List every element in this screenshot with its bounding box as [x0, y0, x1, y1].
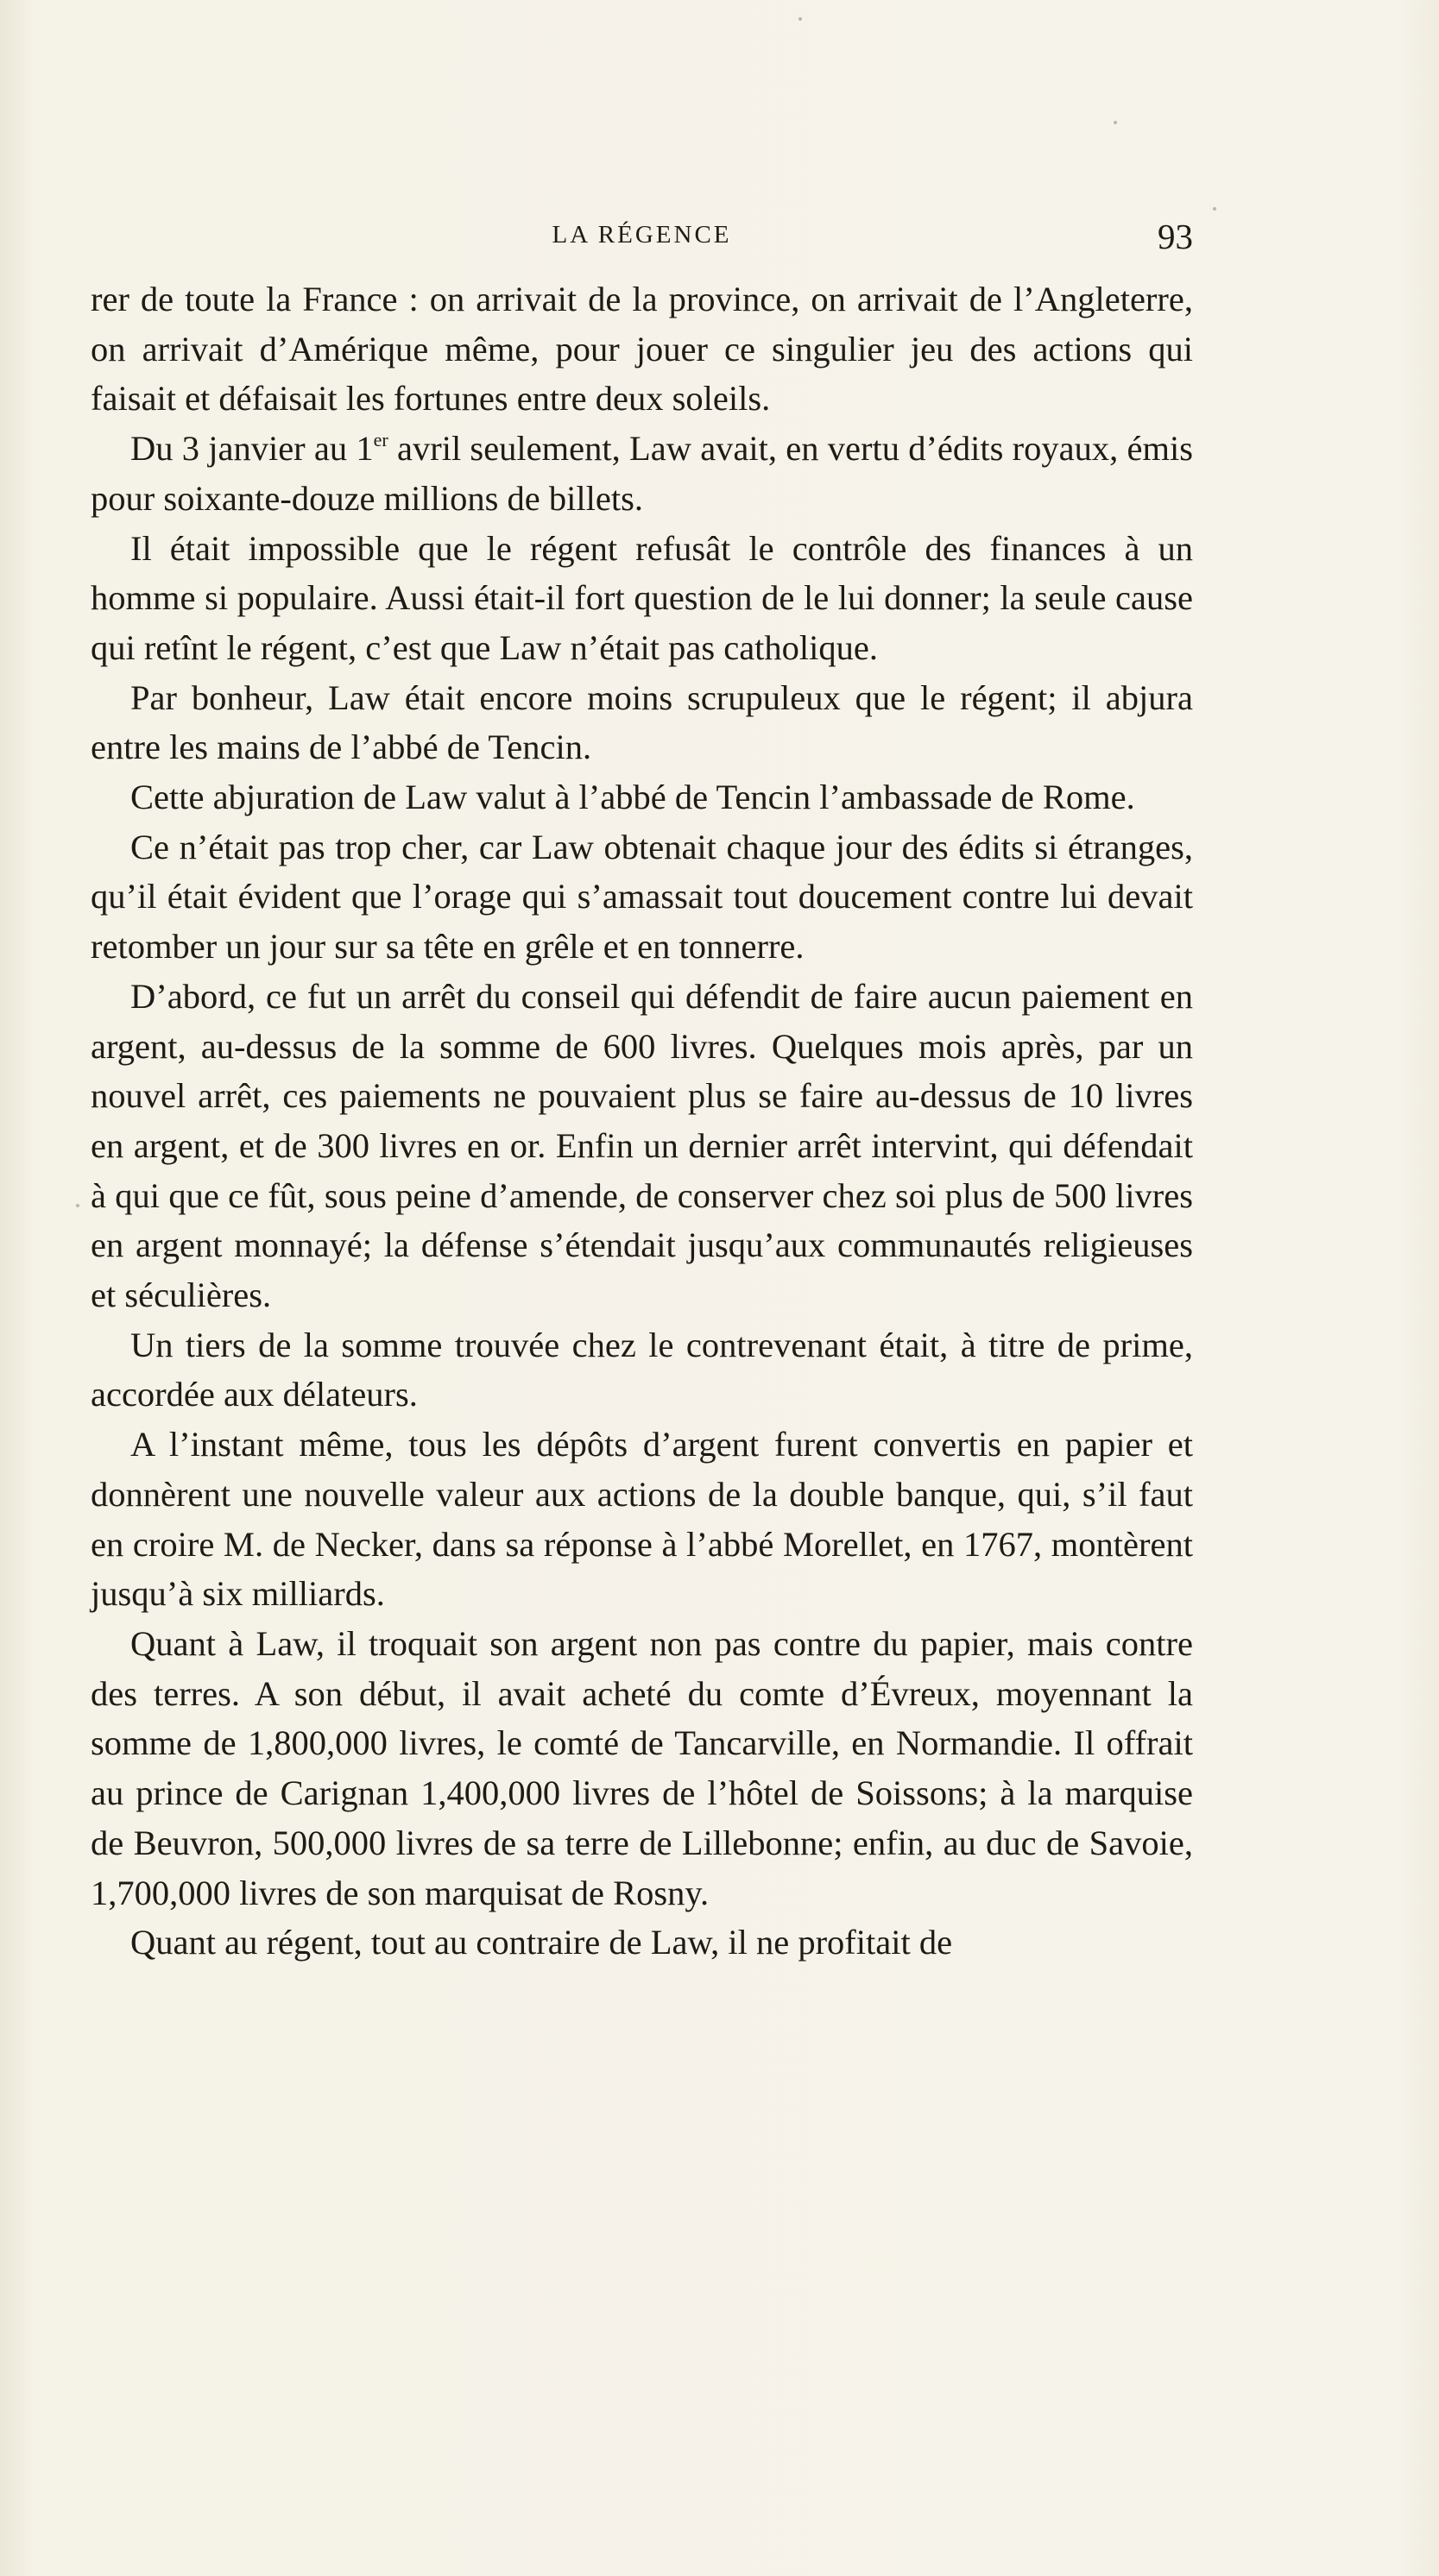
paragraph: A l’instant même, tous les dépôts d’argent furent convertis en papier et donnèrent une nouvelle valeur aux actions de la double banque, qui, s’il faut en croire M. de Necker, dans sa réponse à l’abbé Morellet, en 1767, montèrent jusqu’à six milliards.	[91, 1425, 1193, 1614]
paper-speck	[1213, 207, 1216, 211]
paragraph	[91, 424, 1193, 523]
superscript: er	[373, 429, 388, 451]
paragraph: rer de toute la France : on arrivait de la province, on arrivait de l’Angleterre, on arrivait d’Amérique même, pour jouer ce singulier jeu des actions qui faisait et défaisait les fortunes entre deux soleils.	[91, 280, 1193, 419]
paragraph-text: avril seulement, Law avait, en vertu d’édits royaux, émis pour soixante-douze millions de billets.	[91, 429, 1193, 518]
paragraph: Ce n’était pas trop cher, car Law obtenait chaque jour des édits si étranges, qu’il était évident que l’orage qui s’amassait tout doucement contre lui devait retomber un jour sur sa tête en grêle et en tonnerre.	[91, 827, 1193, 967]
paper-speck	[1114, 121, 1117, 124]
paragraph-text: Du 3 janvier au 1	[130, 429, 374, 469]
page-number: 93	[1158, 217, 1193, 256]
paper-speck	[76, 1204, 79, 1207]
page-header	[91, 216, 1193, 259]
paragraph: Quant à Law, il troquait son argent non pas contre du papier, mais contre des terres. A son début, il avait acheté du comte d’Évreux, moyennant la somme de 1,800,000 livres, le comté de Tancarville, en Normandie. Il offrait au prince de Carignan 1,400,000 livres de l’hôtel de Soissons; à la marquise de Beuvron, 500,000 livres de sa terre de Lillebonne; enfin, au duc de Savoie, 1,700,000 livres de son marquisat de Rosny.	[91, 1623, 1193, 1912]
body-text	[91, 274, 1193, 1968]
paragraph: Cette abjuration de Law valut à l’abbé de Tencin l’ambassade de Rome.	[130, 778, 1135, 817]
running-head: LA RÉGENCE	[552, 221, 732, 249]
paper-speck	[798, 17, 802, 21]
paragraph: Quant au régent, tout au contraire de Law, il ne profitait de	[130, 1923, 953, 1962]
paragraph: D’abord, ce fut un arrêt du conseil qui défendit de faire aucun paiement en argent, au-dessus de la somme de 600 livres. Quelques mois après, par un nouvel arrêt, ces paiements ne pouvaient plus se faire au-dessus de 10 livres en argent, et de 300 livres en or. Enfin un dernier arrêt intervint, qui défendait à qui que ce fût, sous peine d’amende, de conserver chez soi plus de 500 livres en argent monnayé; la défense s’étendait jusqu’aux communautés religieuses et séculières.	[91, 976, 1193, 1315]
paragraph: Il était impossible que le régent refusât le contrôle des finances à un homme si populaire. Aussi était-il fort question de le lui donner; la seule cause qui retînt le régent, c’est que Law n’était pas catholique.	[91, 528, 1193, 667]
paragraph: Un tiers de la somme trouvée chez le contrevenant était, à titre de prime, accordée aux délateurs.	[91, 1325, 1193, 1414]
paragraph: Par bonheur, Law était encore moins scrupuleux que le régent; il abjura entre les mains de l’abbé de Tencin.	[91, 677, 1193, 767]
